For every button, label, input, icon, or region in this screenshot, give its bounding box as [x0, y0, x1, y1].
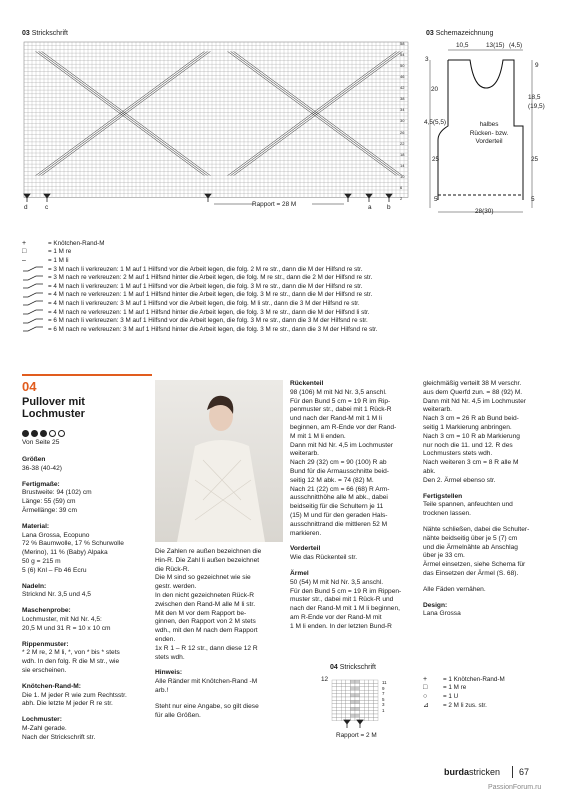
section-line: Ärmellänge: 39 cm: [22, 506, 77, 514]
section-line: Ärmel einsetzen, siehe Schema für: [423, 561, 526, 569]
chart-04-row-number: 9: [382, 685, 385, 691]
text-section: [290, 380, 422, 538]
section-line: Nach 3 cm = 26 R ab Bund beid-: [423, 415, 519, 423]
chart-03-letter-c: c: [45, 204, 49, 211]
chart-04-row-number: 5: [382, 696, 385, 702]
section-line: abk.: [423, 467, 436, 475]
legend-04: [423, 675, 555, 709]
row-number: 50: [400, 63, 405, 69]
legend-03-text: = 4 M nach re verkreuzen: 1 M auf 1 Hilfsnd hinter die Arbeit legen, die folg. 3 M re str., dann die M der Hilfsnd re str.: [48, 291, 373, 299]
legend-03-text: = 4 M nach re verkreuzen: 1 M auf 1 Hilfsnd hinter die Arbeit legen, die folg. 3 M re str., dann die M der Hilfsnd li str.: [48, 308, 370, 316]
chart-04-row-number: 7: [382, 691, 385, 697]
section-line: Den 2. Ärmel ebenso str.: [423, 476, 496, 484]
chart-04-rapport: Rapport = 2 M: [336, 732, 377, 739]
section-line: über je 33 cm.: [423, 552, 465, 560]
section-line: Wie das Rückenteil str.: [290, 554, 358, 562]
section-line: aus dem Querfd zun. = 88 (92) M.: [423, 388, 523, 396]
legend-03-item: [22, 316, 462, 325]
section-line: Stricknd Nr. 3,5 und 4,5: [22, 591, 91, 599]
text-section: [22, 456, 152, 474]
pattern-title: Pullover mit Lochmuster: [22, 396, 85, 420]
legend-04-item: [423, 701, 555, 710]
legend-03-symbol: □: [22, 248, 27, 256]
schema-right-5: 5: [531, 196, 535, 203]
legend-04-symbol: +: [423, 675, 428, 683]
section-line: muster str., dabei mit 1 Rück-R und: [290, 596, 394, 604]
legend-04-symbol: □: [423, 684, 428, 692]
section-line: Länge: 55 (59) cm: [22, 498, 76, 506]
text-section: [155, 548, 287, 662]
section-line: und die Ärmelnähte ab Anschlag: [423, 543, 518, 551]
chart-04-arrows: [330, 718, 380, 732]
section-line: penmuster str., dabei mit 1 Rück-R: [290, 406, 392, 414]
section-line: In den nicht gezeichneten Rück-R: [155, 591, 254, 599]
section-line: Lochmusters stets wdh.: [423, 450, 493, 458]
text-section: [290, 545, 422, 563]
section-line: Steht nur eine Angabe, so gilt diese: [155, 702, 259, 710]
text-section: [423, 380, 555, 486]
chart-04-row-number: 3: [382, 702, 385, 708]
legend-03-text: = 4 M nach li verkreuzen: 1 M auf 1 Hilfsnd vor die Arbeit legen, die folg. 3 M re str., dann die M der Hilfsnd re str.: [48, 282, 363, 290]
legend-03-item: [22, 248, 462, 257]
model-photo: [155, 380, 283, 542]
section-heading: Vorderteil: [290, 545, 321, 553]
text-section: [22, 716, 152, 742]
chart-03-arrows: [22, 192, 422, 212]
row-number: 54: [400, 52, 405, 58]
row-number: 22: [400, 140, 405, 146]
section-line: Brustweite: 94 (102) cm: [22, 489, 92, 497]
legend-03-text: = 3 M nach re verkreuzen: 2 M auf 1 Hilfsnd hinter die Arbeit legen, die folg. M re str., dann die 2 M der Hilfsnd re str.: [48, 274, 373, 282]
row-number: 38: [400, 96, 405, 102]
section-line: arb.!: [155, 686, 169, 694]
legend-03-item: [22, 273, 462, 282]
section-line: Für den Bund 5 cm = 19 R im Rippen-: [290, 587, 402, 595]
legend-03-item: [22, 299, 462, 308]
legend-04-item: [423, 692, 555, 701]
section-line: für alle Größen.: [155, 711, 201, 719]
legend-04-symbol: ○: [423, 692, 428, 700]
text-section: [290, 570, 422, 632]
section-heading: Größen: [22, 456, 46, 463]
legend-03: [22, 239, 462, 334]
text-section: [423, 586, 555, 595]
section-line: das Einsetzen der Ärmel (S. 68).: [423, 569, 519, 577]
section-line: gleichmäßig verteilt 38 M verschr.: [423, 380, 522, 387]
section-line: Lana Grossa, Ecopuno: [22, 531, 90, 539]
legend-03-text: = 1 M li: [48, 256, 69, 264]
section-line: Für den Bund 5 cm = 19 R im Rip-: [290, 397, 391, 405]
section-line: Nach 3 cm = 10 R ab Markierung: [423, 432, 520, 440]
section-line: Bund für die Armausschnitte beid-: [290, 467, 389, 475]
schema-left-4: 25: [432, 156, 440, 163]
text-section: [155, 703, 287, 721]
text-section: [22, 481, 152, 516]
section-line: abh. Die letzte M jeder R re str.: [22, 700, 113, 708]
chart-04-title: [330, 664, 376, 671]
chart-04-row-number: 11: [382, 680, 387, 685]
section-heading: Fertigmaße:: [22, 480, 60, 488]
section-line: Die 1. M jeder R wie zum Rechtsstr.: [22, 691, 127, 699]
section-line: nähte beidseitig über je 5 (7) cm: [423, 534, 518, 542]
section-line: Lochmuster, mit Nd Nr. 4,5:: [22, 615, 102, 623]
row-number: 42: [400, 85, 405, 91]
legend-03-item: [22, 308, 462, 317]
section-line: Nach weiteren 3 cm = 8 R alle M: [423, 459, 519, 467]
section-line: wdh. In den folg. R die M str., wie: [22, 658, 120, 666]
section-line: beginnen, am R-Ende vor der Rand-: [290, 423, 397, 431]
chart-03-title: [22, 30, 68, 37]
section-line: und nach der Rand-M mit 1 M li: [290, 415, 382, 423]
section-line: Nach 29 (32) cm = 90 (100) R ab: [290, 459, 387, 467]
chart-04-number: 04: [330, 664, 338, 671]
legend-04-text: = 1 U: [443, 692, 459, 700]
row-number: 18: [400, 151, 405, 157]
section-line: trocknen lassen.: [423, 510, 472, 518]
schema-top-3: (4,5): [509, 42, 523, 49]
section-heading: Rückenteil: [290, 380, 324, 387]
chart-04-left-num: 12: [321, 676, 329, 683]
section-heading: Maschenprobe:: [22, 607, 71, 615]
schema-top-2: 13(15): [486, 42, 505, 49]
section-line: Nach 21 (22) cm = 66 (68) R Arm-: [290, 485, 390, 493]
section-line: weiterarb.: [423, 406, 452, 414]
legend-03-text: = 1 M re: [48, 248, 72, 256]
section-line: beidseitig für die Schultern je 11: [290, 503, 384, 511]
section-line: 20,5 M und 31 R = 10 x 10 cm: [22, 624, 111, 632]
section-line: zwischen den Rand-M alle M li str.: [155, 600, 256, 608]
section-heading: Nadeln:: [22, 582, 47, 590]
pattern-number: 04: [22, 379, 37, 394]
text-section: [22, 583, 152, 601]
legend-03-item: [22, 256, 462, 265]
section-line: 50 g = 215 m: [22, 557, 61, 565]
section-line: Nähte schließen, dabei die Schulter-: [423, 525, 530, 533]
chart-03-rapport: Rapport = 28 M: [252, 201, 297, 208]
legend-04-text: = 2 M li zus. str.: [443, 701, 487, 709]
section-line: Die Zahlen re außen bezeichnen die: [155, 548, 262, 555]
section-line: 1 M li enden. In der letzten Bund-R: [290, 622, 392, 630]
legend-03-text: = Knötchen-Rand-M: [48, 239, 105, 247]
row-number: 30: [400, 118, 405, 124]
section-line: Lana Grossa: [423, 610, 461, 618]
section-heading: Rippenmuster:: [22, 640, 69, 648]
legend-03-item: [22, 282, 462, 291]
section-heading: Hinweis:: [155, 669, 183, 677]
legend-04-item: [423, 675, 555, 684]
section-line: markieren.: [290, 529, 322, 537]
text-section: [22, 607, 152, 633]
section-line: 5 (6) Knl – Fb 46 Ecru: [22, 566, 87, 574]
section-line: Alle Ränder mit Knötchen-Rand -M: [155, 678, 258, 686]
section-line: stets wdh.: [155, 653, 185, 661]
section-line: nach der Rand-M mit 1 M li beginnen,: [290, 605, 400, 613]
legend-03-text: = 6 M nach re verkreuzen: 3 M auf 1 Hilfsnd hinter die Arbeit legen, die folg. 3 M re str., dann die 3 M der Hilfsnd re str.: [48, 325, 378, 333]
section-line: seitig 1 Markierung anbringen.: [423, 423, 512, 431]
section-heading: Fertigstellen: [423, 492, 463, 500]
chart-03-letter-d: d: [24, 204, 28, 211]
text-section: [423, 526, 555, 579]
text-section: [22, 683, 152, 709]
section-heading: Ärmel: [290, 569, 309, 577]
column-1: [22, 456, 152, 750]
legend-03-item: [22, 291, 462, 300]
section-line: Mit den M vor dem Rapport be-: [155, 609, 247, 617]
footer-divider: [512, 766, 513, 778]
section-line: Die M sind so gezeichnet wie sie: [155, 574, 251, 582]
chart-03-letter-b: b: [387, 204, 391, 211]
section-line: 1x R 1 – R 12 str., dann diese 12 R: [155, 644, 258, 652]
section-line: Dann mit Nd Nr. 4,5 im Lochmuster: [290, 441, 393, 449]
section-line: ausschnitthöhe alle M abk., dabei: [290, 494, 388, 502]
row-number: 34: [400, 107, 405, 113]
legend-03-text: = 3 M nach li verkreuzen: 1 M auf 1 Hilfsnd vor die Arbeit legen, die folg. 2 M re str., dann die M der Hilfsnd re str.: [48, 265, 363, 273]
section-heading: Knötchen-Rand-M:: [22, 682, 81, 690]
watermark: PassionForum.ru: [488, 784, 542, 791]
schema-title: [426, 30, 493, 37]
chart-03-letter-a: a: [368, 204, 372, 211]
row-number: 6: [400, 184, 403, 190]
section-line: sie erscheinen.: [22, 666, 67, 674]
section-heading: Material:: [22, 522, 50, 530]
chart-03-label: Strickschrift: [31, 30, 68, 37]
schema-left-3: 4,5(5,5): [424, 119, 447, 126]
section-line: wdh., mit den M nach dem Rapport: [155, 627, 258, 635]
schema-bottom: 28(30): [475, 208, 494, 215]
section-line: nur noch die 11. und 12. R des: [423, 441, 513, 449]
chart-04-label: Strickschrift: [339, 664, 376, 671]
row-number: 10: [400, 173, 405, 179]
text-section: [423, 493, 555, 519]
legend-03-text: = 4 M nach li verkreuzen: 3 M auf 1 Hilfsnd vor die Arbeit legen, die folg. M li str., dann die 3 M der Hilfsnd re str.: [48, 299, 360, 307]
legend-04-symbol: ⊿: [423, 702, 429, 710]
section-line: M mit 1 M li enden.: [290, 432, 346, 440]
row-number: 2: [400, 195, 403, 201]
section-line: (15) M und für den geraden Hals-: [290, 511, 388, 519]
section-line: M-Zahl gerade.: [22, 724, 67, 732]
schema-center-text: halbes Rücken- bzw. Vorderteil: [469, 121, 509, 146]
legend-03-item: [22, 265, 462, 274]
section-line: enden.: [155, 635, 176, 643]
legend-04-item: [423, 684, 555, 693]
chart-03-number: 03: [22, 30, 30, 37]
schema-top-1: 10,5: [456, 42, 469, 49]
text-section: [155, 669, 287, 695]
section-line: 98 (106) M mit Nd Nr. 3,5 anschl.: [290, 388, 387, 396]
schema-left-2: 20: [431, 86, 439, 93]
section-line: 72 % Baumwolle, 17 % Schurwolle: [22, 540, 124, 548]
column-2: [155, 548, 287, 727]
section-line: seitig 12 M abk. = 74 (82) M.: [290, 476, 374, 484]
schema-number: 03: [426, 30, 434, 37]
section-line: * 2 M re, 2 M li, *, von * bis * stets: [22, 649, 120, 657]
chart-03-row-numbers: [400, 42, 410, 201]
text-section: [22, 641, 152, 676]
schema-left-5: 5: [434, 196, 438, 203]
schema-label: Schemazeichnung: [435, 30, 494, 37]
schema-left-1: 3: [425, 56, 429, 63]
row-number: 58: [400, 41, 405, 46]
text-section: [22, 523, 152, 576]
section-line: Teile spannen, anfeuchten und: [423, 501, 513, 509]
section-heading: Design:: [423, 601, 448, 609]
legend-03-text: = 6 M nach li verkreuzen: 3 M auf 1 Hilfsnd vor die Arbeit legen, die folg. 3 M re str., dann die 3 M der Hilfsnd re str.: [48, 317, 368, 325]
legend-03-item: [22, 239, 462, 248]
page-number: 67: [519, 767, 530, 777]
section-line: ginnen, den Rapport von 2 M stets: [155, 618, 256, 626]
section-heading: Lochmuster:: [22, 716, 62, 724]
column-3: [290, 380, 422, 639]
section-line: Dann mit Nd Nr. 4,5 im Lochmuster: [423, 397, 526, 405]
pattern-from: Von Seite 25: [22, 439, 60, 446]
section-line: die Rück-R.: [155, 565, 190, 573]
section-line: am R-Ende vor der Rand-M mit: [290, 613, 382, 621]
legend-03-symbol: [22, 320, 48, 338]
section-line: weiterarb.: [290, 450, 319, 458]
section-line: gestr. werden.: [155, 583, 197, 591]
section-line: (Merino), 11 % (Baby) Alpaka: [22, 549, 108, 557]
section-line: 36-38 (40-42): [22, 464, 62, 472]
accent-rule: [22, 374, 152, 376]
section-line: Alle Fäden vernähen.: [423, 585, 486, 593]
legend-03-symbol: –: [22, 256, 26, 264]
section-line: Hin-R. Die Zahl li außen bezeichnet: [155, 556, 260, 564]
column-4: [423, 380, 555, 626]
legend-03-item: [22, 325, 462, 334]
schema-right-1: 9: [535, 62, 539, 69]
schema-right-2: 18,5: [528, 94, 541, 101]
knitting-chart-03: [22, 40, 422, 216]
legend-04-text: = 1 Knötchen-Rand-M: [443, 675, 505, 683]
section-line: Nach der Strickschrift str.: [22, 733, 96, 741]
chart-04-right-nums: [382, 680, 387, 714]
section-line: ausschnittrand die mittleren 52 M: [290, 520, 388, 528]
row-number: 26: [400, 129, 405, 135]
schema-right-3: (19,5): [528, 103, 545, 110]
chart-04-row-number: 1: [382, 707, 385, 713]
section-line: 50 (54) M mit Nd Nr. 3,5 anschl.: [290, 578, 384, 586]
legend-03-symbol: +: [22, 239, 27, 247]
schema-right-4: 25: [531, 156, 539, 163]
row-number: 14: [400, 162, 405, 168]
legend-04-text: = 1 M re: [443, 684, 467, 692]
model-photo-illustration: [155, 380, 283, 542]
row-number: 46: [400, 74, 405, 80]
footer-brand: burdastricken: [444, 767, 501, 777]
text-section: [423, 602, 555, 620]
